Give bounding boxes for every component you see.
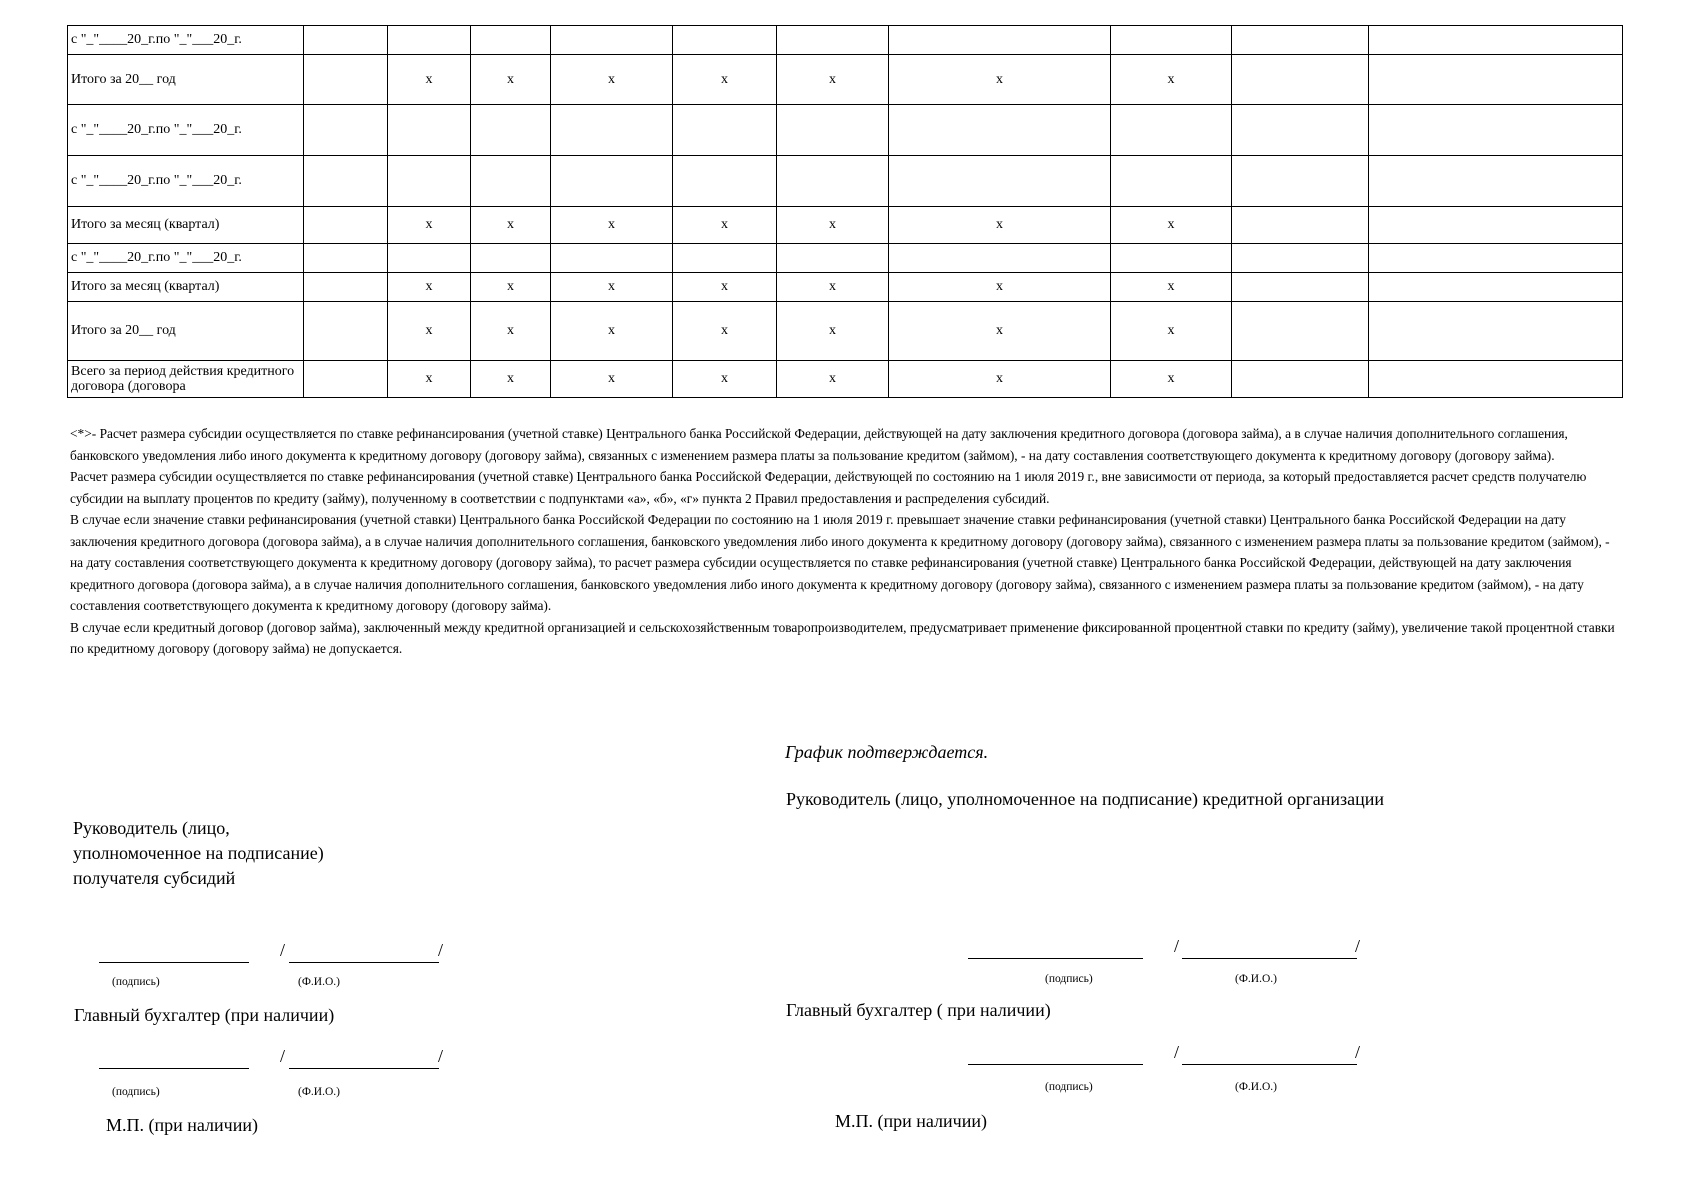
table-row [68, 207, 1623, 244]
empty-cell [304, 55, 388, 105]
empty-cell [304, 105, 388, 156]
schedule-confirmed: График подтверждается. [785, 742, 989, 762]
x-mark-cell: x [471, 207, 551, 244]
x-mark-cell: x [551, 302, 673, 361]
empty-cell [551, 156, 673, 207]
empty-cell [1111, 156, 1232, 207]
empty-cell [1232, 361, 1369, 398]
empty-cell [673, 156, 777, 207]
empty-cell [673, 244, 777, 273]
x-mark-cell: x [1111, 273, 1232, 302]
row-label: с "_"____20_г.по "_"___20_г. [68, 156, 304, 207]
footnote-2: Расчет размера субсидии осуществляется по ставке рефинансирования (учетной ставке) Центрального банка Российской Федерации, действующей по состоянию на 1 июля 2019 г., вне зависимости от периода, за который предоставляется расчет средств получателю субсидии на выплату процентов по кредиту (займу), полученному в соответствии с подпунктами «а», «б», «г» пункта 2 Правил предоставления и распределения субсидий. [70, 469, 1587, 506]
empty-cell [304, 207, 388, 244]
left-stamp: М.П. (при наличии) [106, 1115, 258, 1135]
empty-cell [1232, 302, 1369, 361]
left-slash-open-2: / [280, 1046, 286, 1066]
empty-cell [777, 244, 889, 273]
x-mark-cell: x [388, 361, 471, 398]
empty-cell [1111, 244, 1232, 273]
empty-cell [551, 26, 673, 55]
row-label: Итого за 20__ год [68, 302, 304, 361]
right-fio-caption-2: (Ф.И.О.) [1235, 1081, 1277, 1093]
table-row [68, 156, 1623, 207]
table-row [68, 302, 1623, 361]
empty-cell [471, 244, 551, 273]
empty-cell [551, 244, 673, 273]
left-signature-caption: (подпись) [112, 976, 160, 988]
empty-cell [1232, 273, 1369, 302]
empty-cell [889, 26, 1111, 55]
right-signature-caption-2: (подпись) [1045, 1081, 1093, 1093]
table-row [68, 361, 1623, 398]
left-head-line-1: Руководитель (лицо, [73, 818, 230, 838]
empty-cell [388, 156, 471, 207]
footnotes [70, 423, 1625, 660]
x-mark-cell: x [551, 273, 673, 302]
x-mark-cell: x [388, 207, 471, 244]
right-stamp: М.П. (при наличии) [835, 1111, 987, 1131]
x-mark-cell: x [471, 361, 551, 398]
x-mark-cell: x [889, 361, 1111, 398]
left-slash-open: / [280, 940, 286, 960]
table-row [68, 55, 1623, 105]
empty-cell [1369, 26, 1623, 55]
left-head-title [73, 816, 324, 891]
x-mark-cell: x [1111, 361, 1232, 398]
empty-cell [673, 105, 777, 156]
schedule-table-body [68, 26, 1623, 398]
empty-cell [471, 26, 551, 55]
x-mark-cell: x [1111, 207, 1232, 244]
empty-cell [889, 244, 1111, 273]
empty-cell [777, 156, 889, 207]
empty-cell [1111, 26, 1232, 55]
empty-cell [1232, 26, 1369, 55]
left-fio-caption: (Ф.И.О.) [298, 976, 340, 988]
right-signature-caption: (подпись) [1045, 973, 1093, 985]
x-mark-cell: x [673, 302, 777, 361]
x-mark-cell: x [471, 273, 551, 302]
left-fio-line [289, 962, 439, 963]
empty-cell [1369, 244, 1623, 273]
x-mark-cell: x [471, 55, 551, 105]
empty-cell [1369, 273, 1623, 302]
empty-cell [551, 105, 673, 156]
footnote-4: В случае если кредитный договор (договор займа), заключенный между кредитной организацией и сельскохозяйственным товаропроизводителем, предусматривает применение фиксированной процентной ставки по кредиту (займу), увеличение такой процентной ставки по кредитному договору (договору займа) не допускается. [70, 619, 1615, 656]
left-signature-caption-2: (подпись) [112, 1086, 160, 1098]
empty-cell [1232, 105, 1369, 156]
empty-cell [304, 302, 388, 361]
empty-cell [777, 105, 889, 156]
footnote-3: В случае если значение ставки рефинансирования (учетной ставки) Центрального банка Российской Федерации по состоянию на 1 июля 2019 г. превышает значение ставки рефинансирования (учетной ставки) Центрального банка Российской Федерации на дату заключения кредитного договора (договора займа), а в случае наличия дополнительного соглашения, банковского уведомления либо иного документа к кредитному договору (договору займа), связанного с изменением размера платы за пользование кредитом (займом), - на дату составления соответствующего документа к кредитному договору (договору займа), то расчет размера субсидии осуществляется по ставке рефинансирования (учетной ставке) Центрального банка Российской Федерации, действующей на дату заключения кредитного договора (договора займа), а в случае наличия дополнительного соглашения, банковского уведомления либо иного документа к кредитному договору (договору займа), связанного с изменением размера платы за пользование кредитом (займом), - на дату составления соответствующего документа к кредитному договору (договору займа). [70, 512, 1610, 613]
empty-cell [1369, 361, 1623, 398]
x-mark-cell: x [388, 302, 471, 361]
left-fio-caption-2: (Ф.И.О.) [298, 1086, 340, 1098]
x-mark-cell: x [673, 361, 777, 398]
empty-cell [1232, 156, 1369, 207]
right-signature-line-2 [968, 1064, 1143, 1065]
left-signature-line-2 [99, 1068, 249, 1069]
empty-cell [304, 156, 388, 207]
x-mark-cell: x [673, 55, 777, 105]
x-mark-cell: x [551, 55, 673, 105]
right-fio-line-2 [1182, 1064, 1357, 1065]
empty-cell [1232, 207, 1369, 244]
empty-cell [388, 244, 471, 273]
right-signature-line [968, 958, 1143, 959]
right-slash-close-2: / [1355, 1042, 1361, 1062]
row-label: с "_"____20_г.по "_"___20_г. [68, 244, 304, 273]
x-mark-cell: x [889, 55, 1111, 105]
row-label: с "_"____20_г.по "_"___20_г. [68, 26, 304, 55]
x-mark-cell: x [388, 55, 471, 105]
empty-cell [1369, 156, 1623, 207]
x-mark-cell: x [889, 207, 1111, 244]
x-mark-cell: x [889, 302, 1111, 361]
footnote-1: <*>- Расчет размера субсидии осуществляется по ставке рефинансирования (учетной ставке) Центрального банка Российской Федерации, действующей на дату заключения кредитного договора (договора займа), а в случае наличия дополнительного соглашения, банковского уведомления либо иного документа к кредитному договору (договору займа), связанных с изменением размера платы за пользование кредитом (займом), - на дату составления соответствующего документа к кредитному договору (договору займа). [70, 426, 1568, 463]
empty-cell [889, 105, 1111, 156]
empty-cell [1369, 207, 1623, 244]
row-label: с "_"____20_г.по "_"___20_г. [68, 105, 304, 156]
x-mark-cell: x [777, 273, 889, 302]
empty-cell [304, 26, 388, 55]
right-head-title: Руководитель (лицо, уполномоченное на подписание) кредитной организации [786, 789, 1385, 809]
table-row [68, 273, 1623, 302]
x-mark-cell: x [551, 361, 673, 398]
right-slash-open: / [1174, 936, 1180, 956]
row-label: Итого за 20__ год [68, 55, 304, 105]
x-mark-cell: x [777, 302, 889, 361]
left-head-line-2: уполномоченное на подписание) [73, 843, 324, 863]
x-mark-cell: x [1111, 302, 1232, 361]
empty-cell [304, 244, 388, 273]
left-head-line-3: получателя субсидий [73, 868, 236, 888]
empty-cell [1111, 105, 1232, 156]
empty-cell [471, 156, 551, 207]
x-mark-cell: x [388, 273, 471, 302]
empty-cell [1369, 55, 1623, 105]
schedule-table [67, 25, 1623, 398]
left-accountant-title: Главный бухгалтер (при наличии) [74, 1005, 335, 1025]
x-mark-cell: x [673, 207, 777, 244]
empty-cell [889, 156, 1111, 207]
empty-cell [388, 26, 471, 55]
right-slash-open-2: / [1174, 1042, 1180, 1062]
empty-cell [1369, 105, 1623, 156]
empty-cell [777, 26, 889, 55]
x-mark-cell: x [1111, 55, 1232, 105]
x-mark-cell: x [551, 207, 673, 244]
empty-cell [1232, 55, 1369, 105]
x-mark-cell: x [471, 302, 551, 361]
row-label: Итого за месяц (квартал) [68, 207, 304, 244]
right-accountant-title: Главный бухгалтер ( при наличии) [786, 1000, 1051, 1020]
empty-cell [1369, 302, 1623, 361]
left-signature-line [99, 962, 249, 963]
x-mark-cell: x [889, 273, 1111, 302]
table-row [68, 26, 1623, 55]
empty-cell [673, 26, 777, 55]
empty-cell [1232, 244, 1369, 273]
row-label: Итого за месяц (квартал) [68, 273, 304, 302]
x-mark-cell: x [673, 273, 777, 302]
x-mark-cell: x [777, 55, 889, 105]
right-fio-caption: (Ф.И.О.) [1235, 973, 1277, 985]
row-label: Всего за период действия кредитного договора (договора [68, 361, 304, 398]
right-fio-line [1182, 958, 1357, 959]
x-mark-cell: x [777, 361, 889, 398]
empty-cell [471, 105, 551, 156]
table-row [68, 244, 1623, 273]
right-slash-close: / [1355, 936, 1361, 956]
x-mark-cell: x [777, 207, 889, 244]
left-slash-close-2: / [438, 1046, 444, 1066]
empty-cell [388, 105, 471, 156]
left-fio-line-2 [289, 1068, 439, 1069]
empty-cell [304, 361, 388, 398]
empty-cell [304, 273, 388, 302]
left-slash-close: / [438, 940, 444, 960]
table-row [68, 105, 1623, 156]
